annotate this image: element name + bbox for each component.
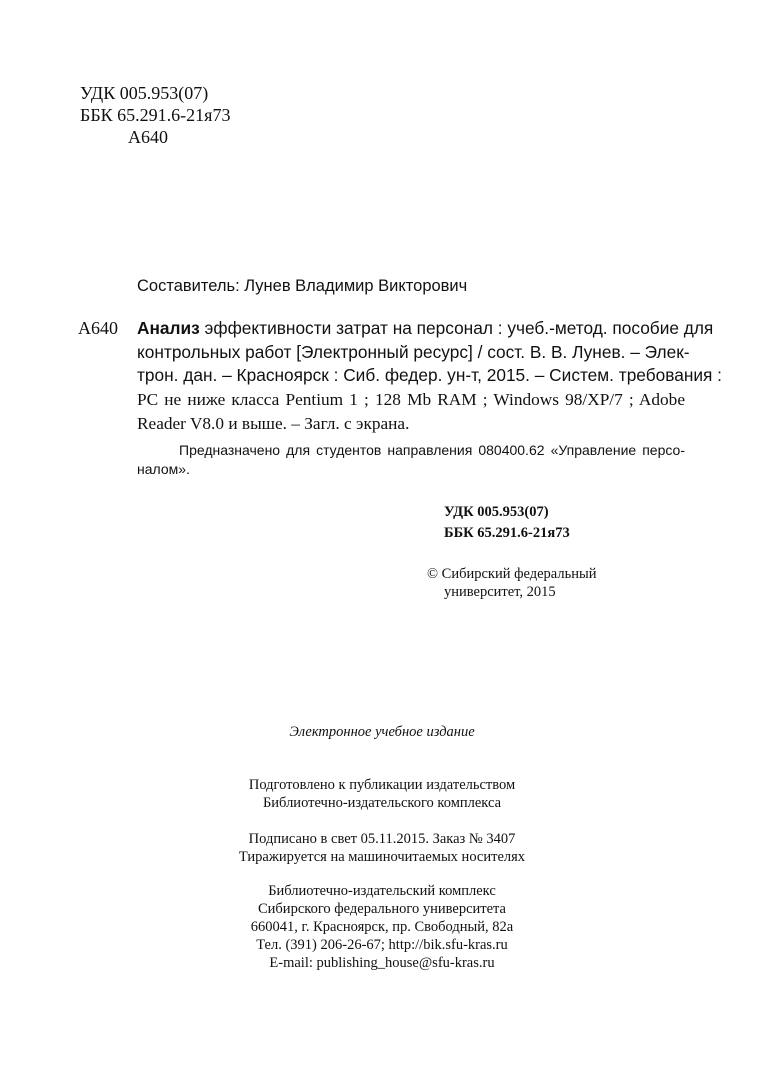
author-sign-top: А640 [128, 127, 168, 147]
copyright-line-1: © Сибирский федеральный [427, 566, 597, 582]
signed-line-2: Тиражируется на машиночитаемых носителях [238, 849, 526, 865]
publisher-phone-url: Тел. (391) 206-26-67; http://bik.sfu-kras.ru [256, 937, 508, 953]
annotation-line-4: PC не ниже класса Pentium 1 ; 128 Mb RAM ; Windows 98/XP/7 ; Adobe [137, 390, 685, 410]
prepared-line-2: Библиотечно-издательского комплекса [262, 795, 502, 811]
prepared-block [0, 776, 764, 812]
annotation-line-1-text: эффективности затрат на персонал : учеб.-метод. пособие для [199, 318, 714, 338]
prepared-line-1: Подготовлено к публикации издательством [248, 777, 516, 793]
author-cipher: А640 [78, 318, 118, 338]
annotation-line-3: трон. дан. – Красноярск : Сиб. федер. ун-т, 2015. – Систем. требования : [137, 365, 722, 386]
edition-type [0, 723, 764, 741]
bbk-code-top: ББК 65.291.6-21я73 [80, 105, 231, 125]
bibliographic-annotation [137, 317, 722, 436]
purpose-line-2: налом». [137, 461, 190, 477]
copyright-line-2: университет, 2015 [444, 584, 556, 600]
publisher-email: E-mail: publishing_house@sfu-kras.ru [269, 955, 495, 971]
publisher-block [0, 882, 764, 972]
annotation-title: Анализ [137, 318, 200, 338]
publisher-address: 660041, г. Красноярск, пр. Свободный, 82а [250, 919, 514, 935]
udk-code-right: УДК 005.953(07) [444, 504, 549, 520]
purpose-paragraph [137, 441, 685, 479]
edition-type-text: Электронное учебное издание [289, 724, 475, 740]
signed-line-1: Подписано в свет 05.11.2015. Заказ № 3407 [248, 831, 516, 847]
annotation-line-5: Reader V8.0 и выше. – Загл. с экрана. [137, 413, 410, 433]
compiler-line: Составитель: Лунев Владимир Викторович [137, 277, 468, 295]
annotation-line-1 [137, 317, 714, 341]
publisher-line-1: Библиотечно-издательский комплекс [268, 883, 496, 899]
signed-block [0, 830, 764, 866]
bbk-code-right: ББК 65.291.6-21я73 [444, 525, 570, 541]
udk-code-top: УДК 005.953(07) [80, 83, 209, 103]
publisher-line-2: Сибирского федерального университета [258, 901, 506, 917]
purpose-line-1: Предназначено для студентов направления 080400.62 «Управление персо- [179, 442, 685, 458]
annotation-line-2: контрольных работ [Электронный ресурс] / сост. В. В. Лунев. – Элек- [137, 341, 690, 362]
